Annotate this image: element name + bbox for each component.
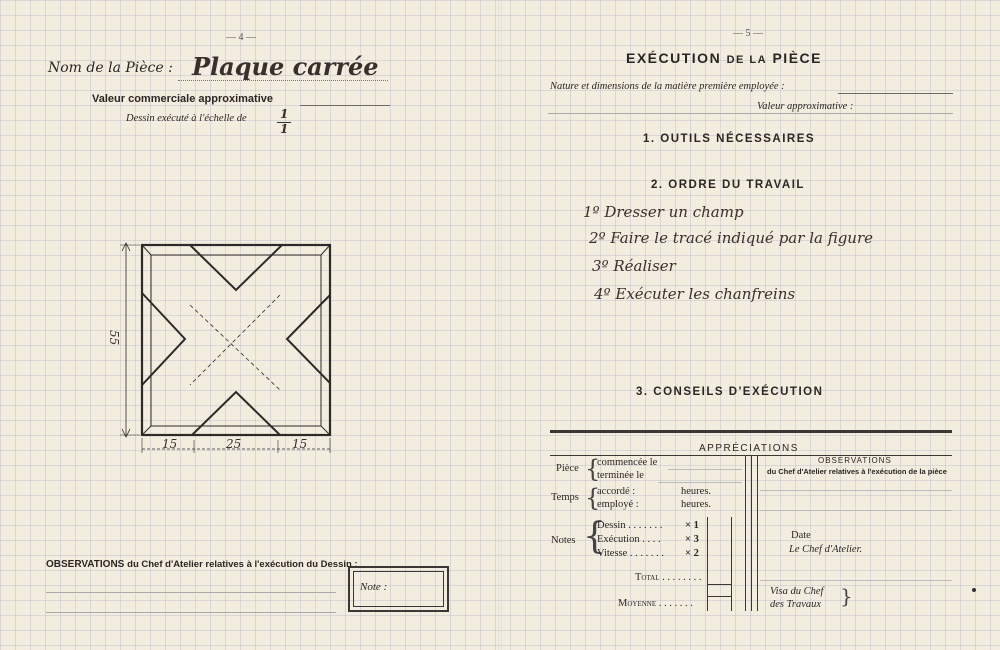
plate-outline (142, 245, 330, 435)
section-advice: 3. CONSEILS D'EXÉCUTION (636, 386, 824, 398)
commercial-value-rule (300, 105, 390, 106)
note-speed-label: Vitesse . . . . . . . (597, 548, 665, 559)
table-observations-title: OBSERVATIONS (818, 456, 892, 465)
work-step-1: 1º Dresser un champ (583, 203, 744, 221)
table-vline-5 (731, 517, 732, 611)
commercial-value-label: Valeur commerciale approximative (92, 93, 273, 105)
observation-line-1 (46, 592, 336, 593)
note-execution-coef: × 3 (685, 534, 699, 545)
note-drawing-label: Dessin . . . . . . . (597, 520, 663, 531)
table-observations-sub: du Chef d'Atelier relatives à l'exécution de la pièce (767, 467, 947, 476)
left-page-number: — 4 — (226, 32, 256, 43)
total-rule (707, 584, 731, 585)
note-label: Note : (360, 581, 388, 593)
dashed-diagonal-2 (190, 295, 280, 385)
piece-brace: { (585, 455, 601, 483)
piece-end-rule (658, 482, 742, 483)
piece-end-label: terminée le (597, 470, 644, 481)
time-granted-label: accordé : (597, 486, 636, 497)
obs-rule-2 (760, 510, 952, 511)
time-row-label: Temps (551, 492, 579, 503)
right-page-number: — 5 — (733, 28, 763, 39)
dashed-diagonal-1 (190, 305, 280, 390)
dimension-segment-3: 15 (292, 437, 308, 451)
piece-row-label: Pièce (556, 463, 579, 474)
notes-row-label: Notes (551, 535, 576, 546)
travaux-label: des Travaux (770, 599, 822, 610)
note-speed-coef: × 2 (685, 548, 699, 559)
obs-rule-3 (760, 580, 952, 581)
work-step-2: 2º Faire le tracé indiqué par la figure (589, 229, 874, 247)
table-vline-1 (745, 455, 746, 611)
chamfer-outline (151, 255, 321, 426)
scale-numerator: 1 (280, 107, 289, 121)
work-step-3: 3º Réaliser (592, 257, 676, 275)
notes-brace: { (583, 516, 606, 557)
cut-right (287, 295, 330, 383)
time-brace: { (585, 484, 601, 512)
appreciations-top-rule (550, 430, 952, 433)
average-label: Moyenne . . . . . . . (618, 598, 693, 609)
scale-label: Dessin exécuté à l'échelle de (126, 113, 247, 124)
drawing-observations-label: OBSERVATIONS du Chef d'Atelier relatives à l'exécution du Dessin : (46, 559, 358, 570)
table-vline-3 (757, 455, 758, 611)
section-work-order: 2. ORDRE DU TRAVAIL (651, 179, 805, 191)
note-drawing-coef: × 1 (685, 520, 699, 531)
piece-name: Plaque carrée (192, 52, 379, 81)
plate-drawing (110, 235, 350, 460)
table-vline-2 (751, 455, 752, 611)
date-label: Date (791, 530, 811, 541)
material-rule (838, 93, 953, 94)
dimension-segment-1: 15 (162, 437, 178, 451)
total-label: Total . . . . . . . . (635, 572, 702, 583)
note-execution-label: Exécution . . . . (597, 534, 661, 545)
cut-top (190, 245, 282, 290)
appreciations-title: APPRÉCIATIONS (699, 443, 799, 454)
observation-line-2 (46, 612, 336, 613)
time-used-label: employé : (597, 499, 639, 510)
cut-left (142, 293, 185, 385)
section-tools: 1. OUTILS NÉCESSAIRES (643, 133, 816, 145)
piece-start-rule (668, 469, 742, 470)
visa-label: Visa du Chef (770, 586, 824, 597)
dimension-segment-2: 25 (226, 437, 242, 451)
obs-rule-1 (760, 490, 952, 491)
piece-start-label: commencée le (597, 457, 658, 468)
approx-value-rule (548, 113, 953, 114)
average-rule (707, 596, 731, 597)
page-fold (498, 0, 502, 650)
ink-dot (972, 588, 976, 592)
material-label: Nature et dimensions de la matière première employée : (550, 81, 785, 92)
work-step-4: 4º Exécuter les chanfreins (594, 285, 796, 303)
cut-bottom (192, 392, 280, 435)
approx-value-label: Valeur approximative : (757, 101, 854, 112)
time-granted-hours: heures. (681, 486, 712, 497)
time-used-hours: heures. (681, 499, 712, 510)
piece-name-label: Nom de la Pièce : (48, 60, 173, 76)
scale-denominator: 1 (280, 122, 289, 136)
visa-brace: } (840, 584, 853, 608)
height-dimension: 55 (107, 330, 121, 346)
chef-label: Le Chef d'Atelier. (789, 544, 863, 555)
execution-title: EXÉCUTION DE LA PIÈCE (626, 50, 822, 66)
